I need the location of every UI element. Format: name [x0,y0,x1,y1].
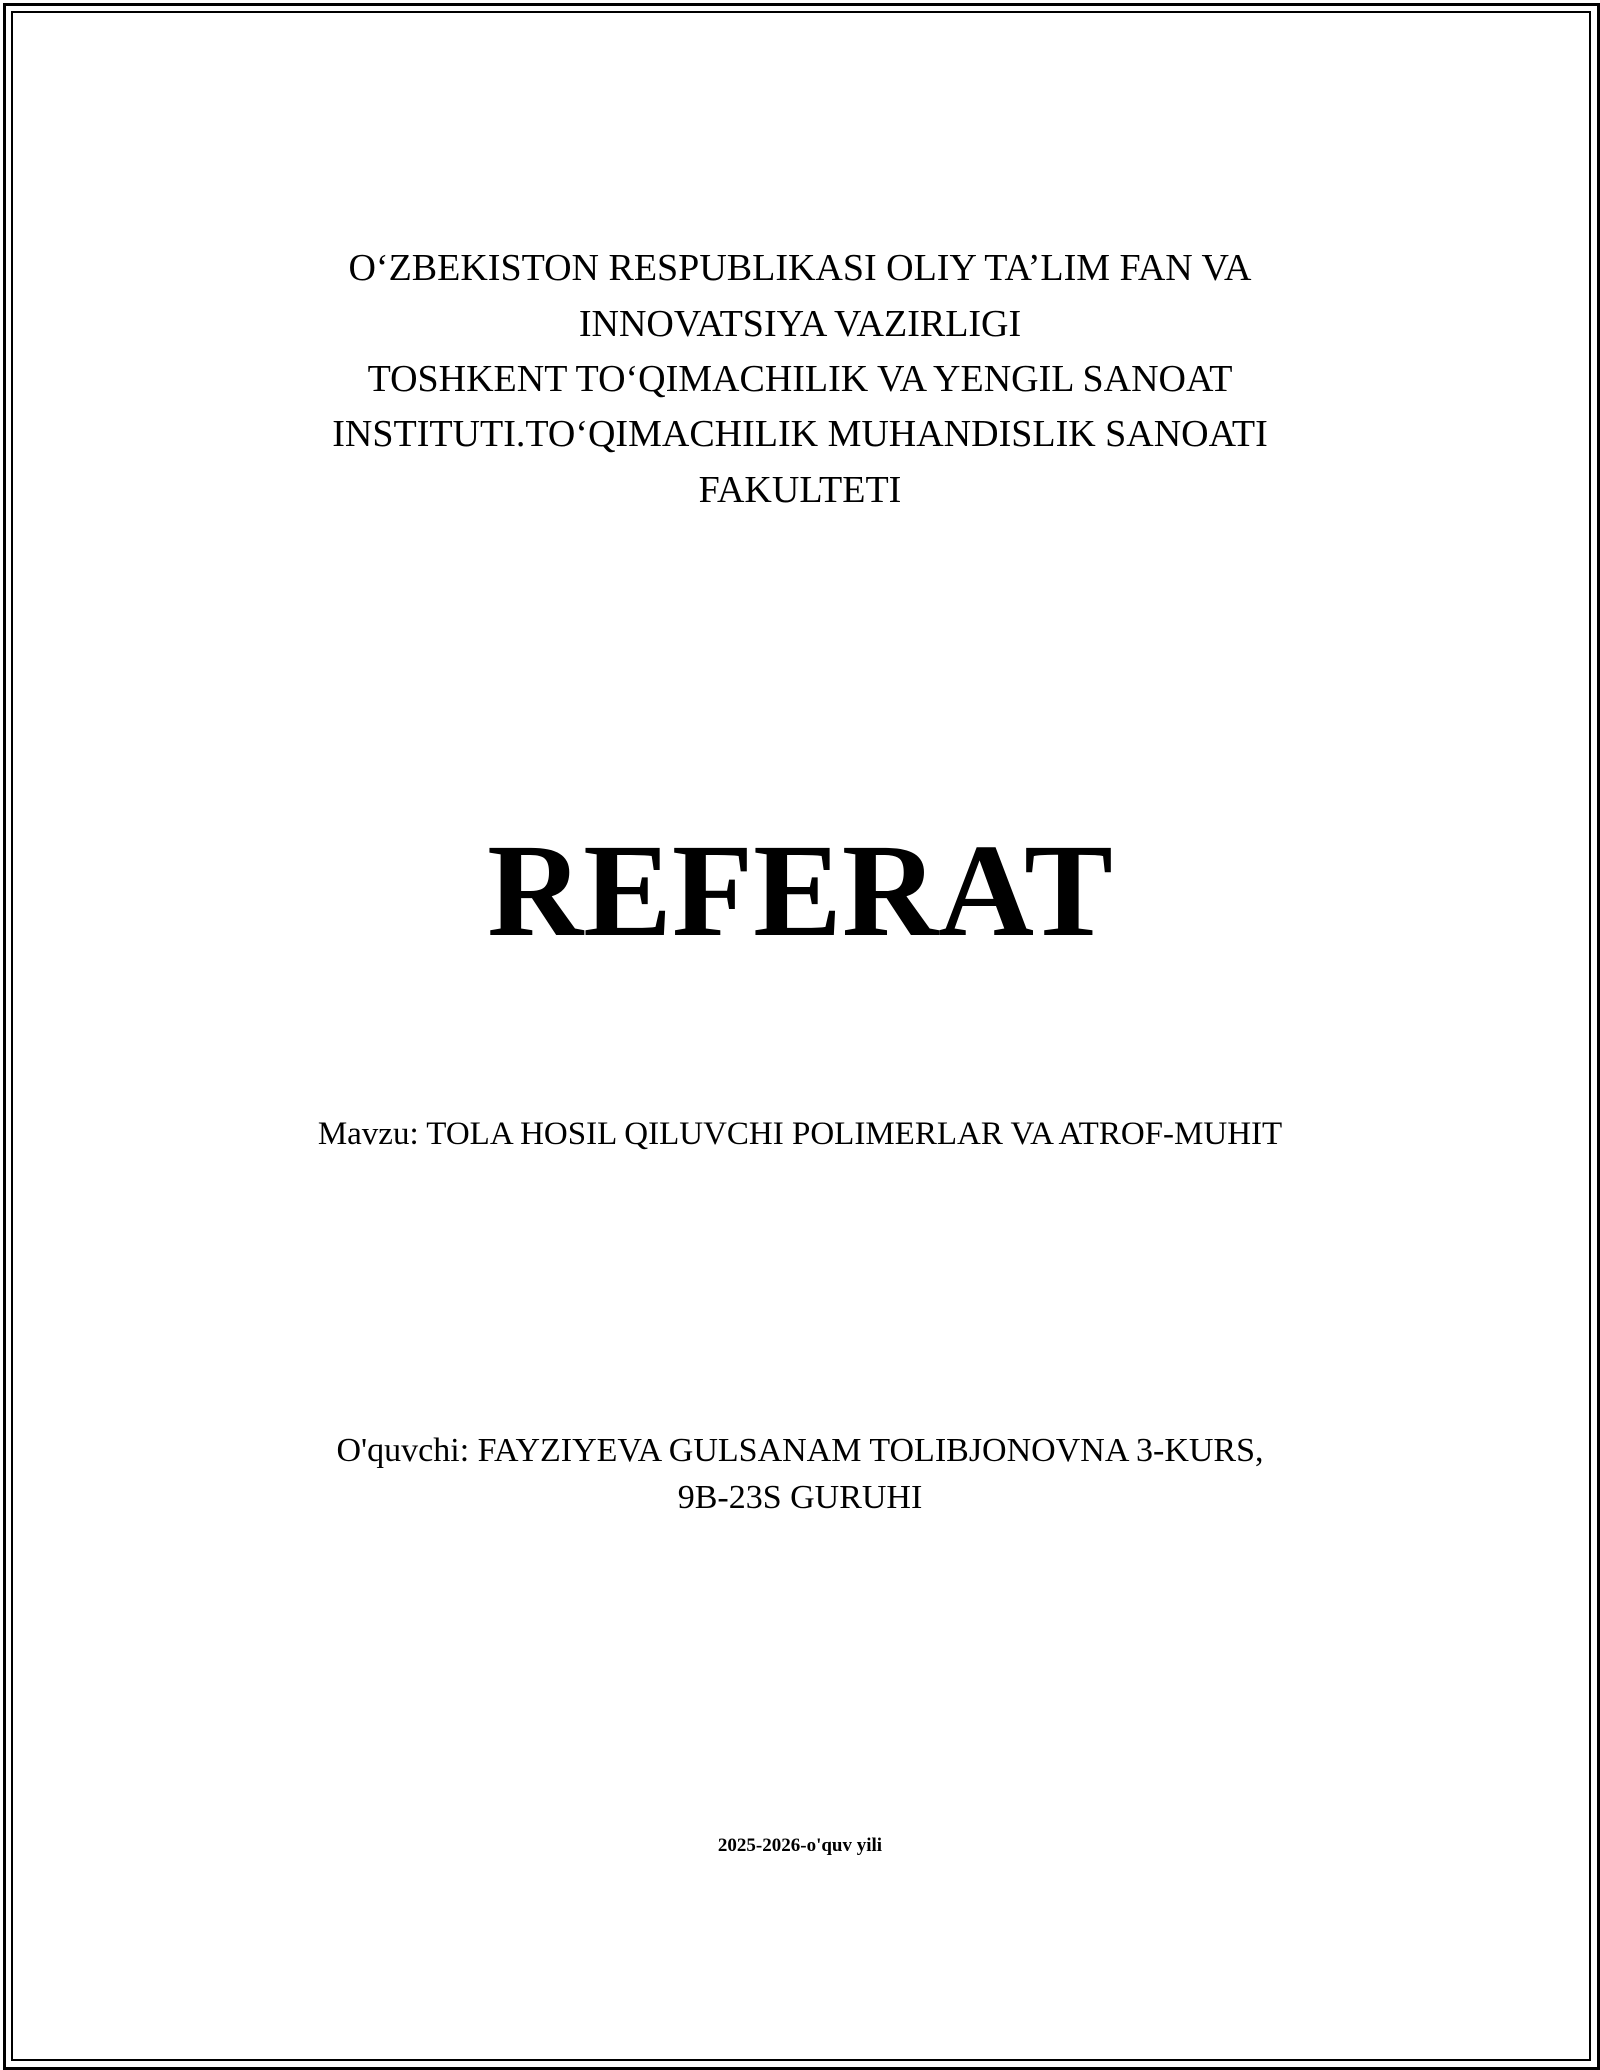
academic-year: 2025-2026-o'quv yili [717,1835,883,1856]
header-line-1: O‘ZBEKISTON RESPUBLIKASI OLIY TA’LIM FAN VA [348,247,1252,289]
header-line-2: INNOVATSIYA VAZIRLIGI [578,303,1022,345]
student-line-2: 9B-23S GURUHI [677,1479,923,1516]
topic-line: Mavzu: TOLA HOSIL QILUVCHI POLIMERLAR VA ATROF-MUHIT [317,1116,1283,1152]
document-title: REFERAT [487,816,1113,964]
header-line-5: FAKULTETI [698,469,902,511]
student-line-1: O'quvchi: FAYZIYEVA GULSANAM TOLIBJONOVNA 3-KURS, [336,1432,1264,1469]
header-line-4: INSTITUTI.TO‘QIMACHILIK MUHANDISLIK SANOATI [332,413,1268,455]
header-line-3: TOSHKENT TO‘QIMACHILIK VA YENGIL SANOAT [367,358,1233,400]
